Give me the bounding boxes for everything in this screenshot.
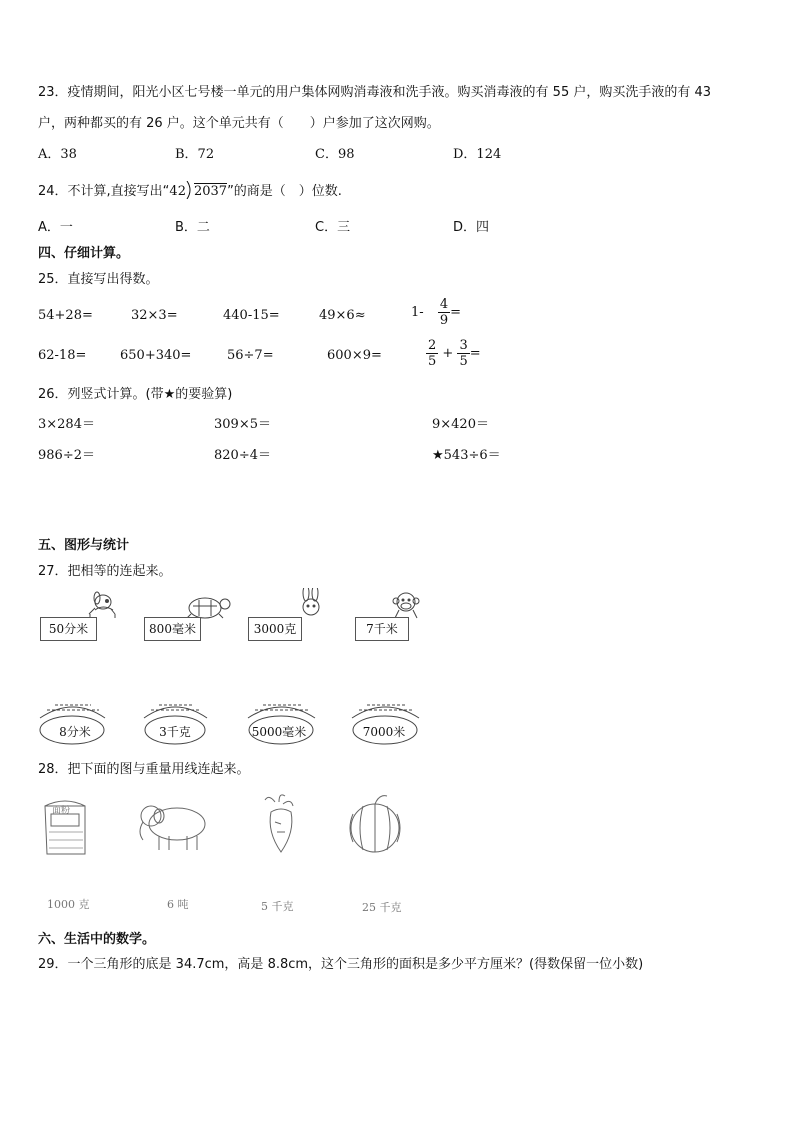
sign-50-decimeters: 50分米 [40, 617, 97, 641]
q26-item: 3×284＝ [38, 417, 95, 432]
monkey-icon [393, 593, 419, 618]
weight-6-tons: 6 吨 [167, 898, 189, 911]
basket-label-7000-meters: 7000米 [362, 725, 406, 739]
q25-item: 54+28= [38, 308, 93, 323]
q25-item: 440-15= [223, 308, 280, 323]
q24-option-a: A．一 [38, 220, 73, 235]
q25-item: 600×9= [327, 348, 382, 363]
basket-label-3-kilograms: 3千克 [159, 725, 191, 739]
fraction [438, 297, 450, 328]
fraction [426, 338, 438, 369]
q23-option-d: D．124 [453, 147, 502, 162]
q24-option-b: B．二 [175, 220, 210, 235]
q26-item: 820÷4＝ [214, 448, 271, 463]
object-illustrations [35, 792, 415, 862]
sign-3000-grams: 3000克 [248, 617, 302, 641]
q25-item: 32×3= [131, 308, 178, 323]
q23-line2: 户，两种都买的有 26 户。这个单元共有（ ）户参加了这次网购。 [38, 116, 440, 131]
sign-800-millimeters: 800毫米 [144, 617, 201, 641]
q27-title: 27．把相等的连起来。 [38, 564, 172, 579]
q25-item: 56÷7= [227, 348, 274, 363]
fraction-numerator: 4 [439, 297, 449, 312]
q26-item: ★543÷6＝ [432, 448, 501, 463]
q24-prefix: 24．不计算,直接写出“ [38, 184, 170, 199]
plus-sign: + [442, 346, 454, 361]
q25-fraction-item-1 [411, 297, 461, 328]
q29-text: 29．一个三角形的底是 34.7cm，高是 8.8cm，这个三角形的面积是多少平方厘米？(得数保留一位小数) [38, 957, 644, 972]
section-6-heading: 六、生活中的数学。 [38, 932, 156, 947]
q24-long-division [169, 181, 227, 201]
q28-title: 28．把下面的图与重量用线连起来。 [38, 762, 250, 777]
radish-icon [265, 795, 293, 852]
frac1-suffix: = [450, 305, 461, 320]
q24-question [38, 181, 342, 201]
fraction-numerator: 3 [459, 338, 468, 353]
q26-item: 9×420＝ [432, 417, 489, 432]
q24-divisor: 42 [169, 184, 186, 199]
fraction-denominator: 5 [459, 354, 468, 369]
q25-item: 62-18= [38, 348, 87, 363]
q24-suffix: ”的商是（ ）位数. [227, 184, 342, 199]
q25-item: 650+340= [120, 348, 192, 363]
flour-bag-label: 面粉 [52, 806, 71, 816]
section-5-heading: 五、图形与统计 [38, 538, 130, 553]
fraction-denominator: 5 [428, 354, 437, 369]
sign-7-kilometers: 7千米 [355, 617, 409, 641]
fraction [457, 338, 469, 369]
q26-title: 26．列竖式计算。(带★的要验算) [38, 387, 233, 402]
basket-label-8-decimeters: 8分米 [59, 725, 91, 739]
weight-1000-grams: 1000 克 [47, 898, 90, 911]
fraction-denominator: 9 [439, 313, 449, 328]
watermelon-icon [350, 796, 400, 852]
section-4-heading: 四、仔细计算。 [38, 246, 130, 261]
q24-option-c: C．三 [315, 220, 351, 235]
q26-item: 309×5＝ [214, 417, 271, 432]
q24-option-d: D．四 [453, 220, 490, 235]
elephant-icon [140, 806, 205, 850]
q23-option-c: C．98 [315, 147, 355, 162]
q23-line1: 23．疫情期间，阳光小区七号楼一单元的用户集体网购消毒液和洗手液。购买消毒液的有 55 户，购买洗手液的有 43 [38, 85, 712, 100]
q23-option-a: A．38 [38, 147, 77, 162]
q25-title: 25．直接写出得数。 [38, 272, 159, 287]
frac1-prefix: 1- [411, 305, 424, 320]
division-bracket-icon [186, 181, 194, 199]
q26-item: 986÷2＝ [38, 448, 95, 463]
q25-fraction-item-2 [426, 338, 481, 369]
weight-25-kilograms: 25 千克 [362, 901, 402, 914]
q24-dividend: 2037 [193, 184, 228, 199]
q25-item: 49×6≈ [319, 308, 366, 323]
dog-icon [89, 592, 115, 614]
rabbit-icon [303, 588, 319, 615]
frac2-suffix: = [469, 346, 481, 361]
fraction-numerator: 2 [428, 338, 437, 353]
basket-label-5000-millimeters: 5000毫米 [251, 725, 307, 739]
weight-5-kilograms: 5 千克 [261, 900, 294, 913]
turtle-icon [187, 598, 230, 618]
q23-option-b: B．72 [175, 147, 215, 162]
